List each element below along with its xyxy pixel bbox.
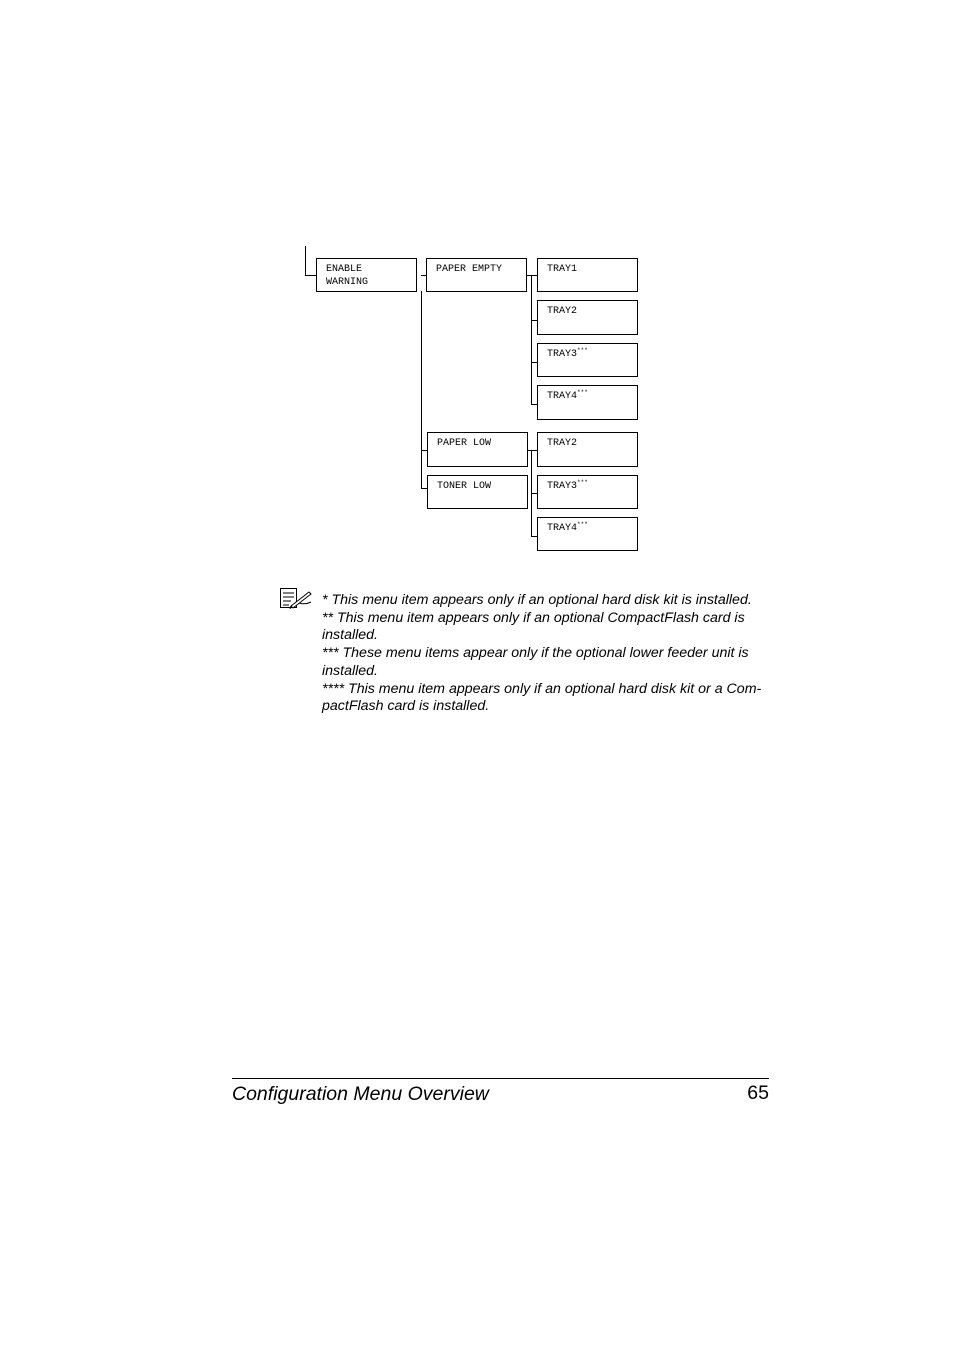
menu-box-label: TRAY2 [547,438,578,449]
menu-box-label: TRAY1 [547,264,578,275]
menu-box-tray4 [537,385,638,420]
footnote-text: * This menu item appears only if an optional hard disk kit is installed. [322,592,752,608]
footnote-mark: *** [577,479,588,486]
paper-low-branch-line [527,450,537,451]
menu-box-label: TONER LOW [437,481,492,492]
footnotes [322,592,770,716]
menu-box-tray2 [537,432,638,467]
menu-box-tray3 [537,343,638,377]
footnote-mark: *** [577,389,588,396]
footer-divider [232,1078,769,1079]
footnote-mark: *** [577,347,588,354]
note-pencil-icon [279,586,313,610]
menu-box-tray3 [537,475,638,509]
menu-box-tray4 [537,517,638,551]
paper-empty-branch-line [526,275,537,276]
page-number: 65 [747,1082,769,1104]
menu-box-label: ENABLE [326,264,363,275]
paper-empty-trunk-line [531,275,532,405]
menu-box-label: TRAY3 [547,481,578,492]
menu-box-label: WARNING [326,277,369,288]
root-connector-line [305,275,316,276]
level2-trunk-line [421,291,422,489]
footnote-text: ** This menu item appears only if an optional CompactFlash card is installed. [322,609,745,644]
menu-box-tray2 [537,300,638,335]
menu-box-toner-low [427,475,528,509]
menu-box-label: PAPER EMPTY [436,264,503,275]
footnote-text: *** These menu items appear only if the optional lower feeder unit is installed. [322,645,749,679]
footnote-mark: *** [577,521,588,528]
footnote-text: **** This menu item appears only if an optional hard disk kit or a Com-pactFlash card is installed. [322,680,762,715]
menu-box-label: PAPER LOW [437,438,492,449]
footer-section-title: Configuration Menu Overview [232,1083,489,1105]
menu-box-label: TRAY4 [547,523,578,534]
menu-box-tray1 [537,258,638,292]
menu-box-paper-low [427,432,528,467]
menu-box-enable-warning [316,258,417,292]
menu-box-label: TRAY2 [547,306,578,317]
menu-box-paper-empty [426,258,527,292]
root-connector-line [305,246,306,276]
menu-box-label: TRAY4 [547,391,578,402]
menu-box-label: TRAY3 [547,349,578,360]
